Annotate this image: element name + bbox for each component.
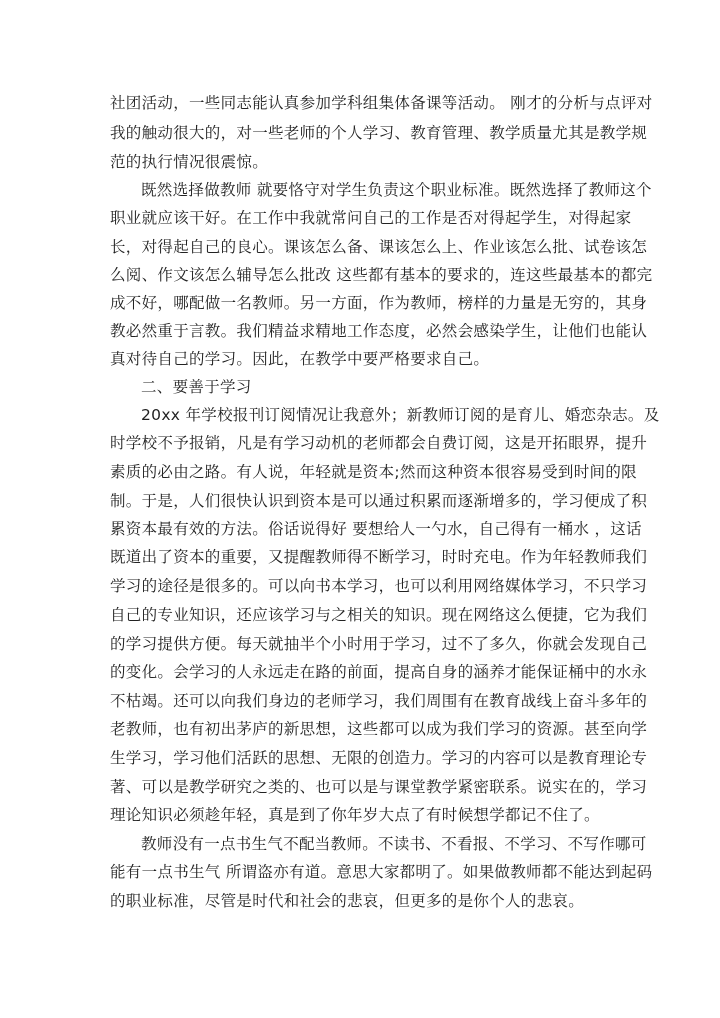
text-line: 的学习提供方便。每天就抽半个小时用于学习，过不了多久，你就会发现自己 [110,635,648,653]
text-line: 生学习，学习他们活跃的思想、无限的创造力。学习的内容可以是教育理论专 [110,749,648,767]
text-line: 能有一点书生气 所谓盗亦有道。意思大家都明了。如果做教师都不能达到起码 [110,863,653,881]
text-line: 教师没有一点书生气不配当教师。不读书、不看报、不学习、不写作哪可 [141,835,647,853]
text-line: 社团活动，一些同志能认真参加学科组集体备课等活动。 刚才的分析与点评对 [110,94,653,112]
text-line: 不枯竭。还可以向我们身边的老师学习，我们周围有在教育战线上奋斗多年的 [110,692,648,710]
text-line: 长，对得起自己的良心。课该怎么备、课该怎么上、作业该怎么批、试卷该怎 [110,238,648,256]
text-line: 老教师，也有初出茅庐的新思想，这些都可以成为我们学习的资源。甚至向学 [110,720,648,738]
text-line: 既然选择做教师 就要恪守对学生负责这个职业标准。既然选择了教师这个 [141,181,652,199]
text-line: 理论知识必须趁年轻，真是到了你年岁大点了有时候想学都记不住了。 [110,806,600,824]
text-line: 时学校不予报销，凡是有学习动机的老师都会自费订阅，这是开拓眼界，提升 [110,434,648,452]
text-line: 我的触动很大的，对一些老师的个人学习、教育管理、教学质量尤其是教学规 [110,124,648,142]
text-line: 20xx 年学校报刊订阅情况让我意外；新教师订阅的是育儿、婚恋杂志。及 [141,406,660,424]
text-line: 范的执行情况很震惊。 [110,153,269,171]
text-line: 真对待自己的学习。因此，在教学中要严格要求自己。 [110,350,490,368]
text-line: 学习的途径是很多的。可以向书本学习，也可以利用网络媒体学习，不只学习 [110,577,648,595]
text-line: 的职业标准，尽管是时代和社会的悲哀，但更多的是你个人的悲哀。 [110,892,585,910]
text-line: 教必然重于言教。我们精益求精地工作态度，必然会感染学生，让他们也能认 [110,322,648,340]
text-line: 制。于是，人们很快认识到资本是可以通过积累而逐渐增多的，学习便成了积 [110,492,648,510]
text-line: 累资本最有效的方法。俗话说得好 要想给人一勺水，自己得有一桶水 ，这话 [110,520,642,538]
section-heading: 二、要善于学习 [141,378,252,396]
text-line: 的变化。会学习的人永远走在路的前面，提高自身的涵养才能保证桶中的水永 [110,663,648,681]
text-line: 自己的专业知识，还应该学习与之相关的知识。现在网络这么便捷，它为我们 [110,606,648,624]
text-line: 著、可以是教学研究之类的、也可以是与课堂教学紧密联系。说实在的，学习 [110,778,648,796]
text-line: 成不好，哪配做一名教师。另一方面，作为教师，榜样的力量是无穷的，其身 [110,294,648,312]
text-line: 既道出了资本的重要，又提醒教师得不断学习，时时充电。作为年轻教师我们 [110,548,648,566]
text-line: 素质的必由之路。有人说，年轻就是资本;然而这种资本很容易受到时间的限 [110,463,637,481]
text-line: 么阅、作文该怎么辅导怎么批改 这些都有基本的要求的，连这些最基本的都完 [110,266,653,284]
text-line: 职业就应该干好。在工作中我就常问自己的工作是否对得起学生，对得起家 [110,209,632,227]
